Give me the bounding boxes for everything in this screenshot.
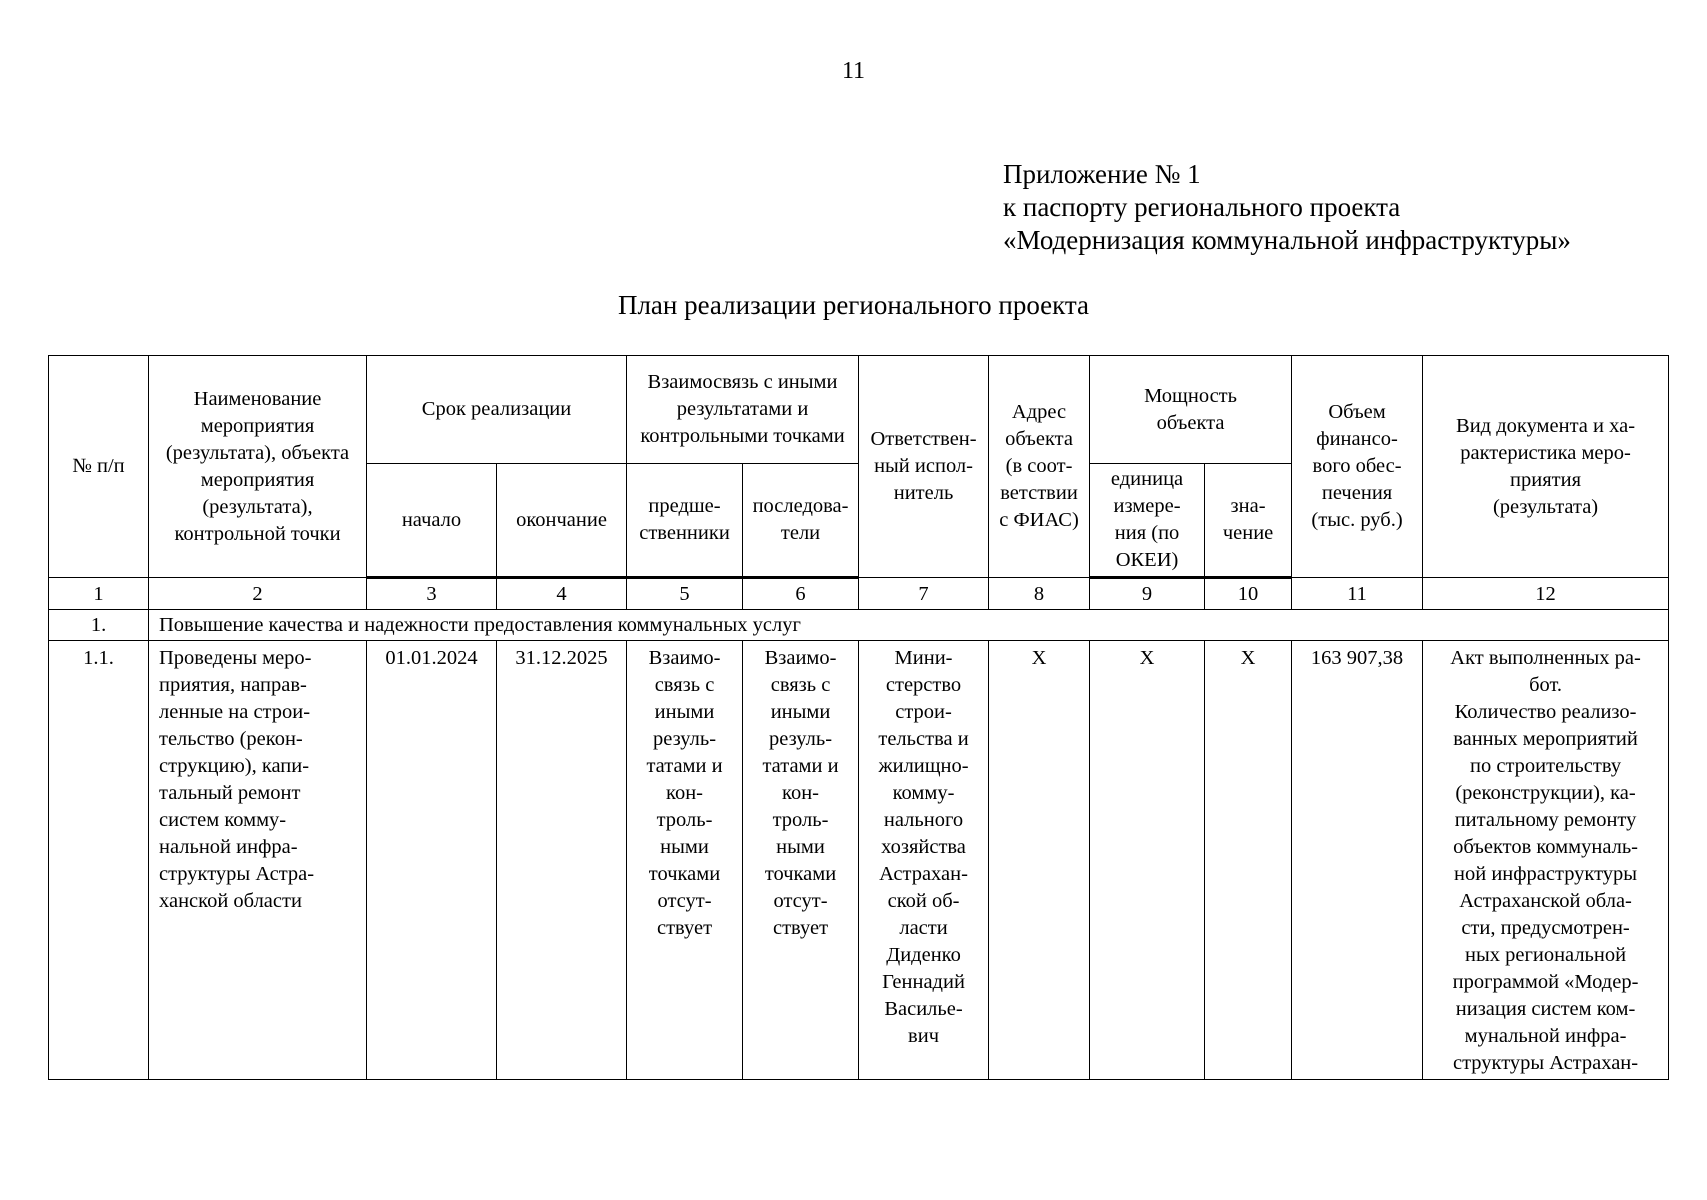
column-number: 10 (1205, 578, 1292, 610)
header-value: зна- чение (1205, 464, 1292, 578)
table-row (49, 641, 1669, 1080)
column-number: 4 (497, 578, 627, 610)
header-address: Адрес объекта (в соот- ветствии с ФИАС) (989, 356, 1090, 578)
header-start: начало (367, 464, 497, 578)
row-doc-type: Акт выполненных ра- бот. Количество реализо- ванных мероприятий по строительству (реконструкции), ка- питальному ремонту объектов коммуналь- ной инфраструктуры Астраханской обла- сти, предусмотрен- ных региональной программой «Модер- низация систем ком- мунальной инфра- структуры Астрахан- (1423, 641, 1669, 1080)
column-number: 8 (989, 578, 1090, 610)
row-predecessors: Взаимо- связь с иными резуль- татами и кон- троль- ными точками отсут- ствует (627, 641, 743, 1080)
section-row (49, 610, 1669, 641)
column-number: 3 (367, 578, 497, 610)
header-funding: Объем финансо- вого обес- печения (тыс. руб.) (1292, 356, 1423, 578)
implementation-plan-table (48, 355, 1669, 1080)
document-title: План реализации регионального проекта (617, 290, 1090, 320)
header-predecessors: предше- ственники (627, 464, 743, 578)
header-capacity: Мощность объекта (1090, 356, 1292, 464)
column-number: 5 (627, 578, 743, 610)
row-successors: Взаимо- связь с иными резуль- татами и кон- троль- ными точками отсут- ствует (743, 641, 859, 1080)
row-address: X (989, 641, 1090, 1080)
row-number: 1.1. (49, 641, 149, 1080)
header-responsible: Ответствен- ный испол- нитель (859, 356, 989, 578)
header-unit: единица измере- ния (по ОКЕИ) (1090, 464, 1205, 578)
header-successors: последова- тели (743, 464, 859, 578)
appendix-line-1: Приложение № 1 (1003, 159, 1201, 189)
section-title: Повышение качества и надежности предоставления коммунальных услуг (149, 610, 1669, 641)
row-start-date: 01.01.2024 (367, 641, 497, 1080)
column-number: 11 (1292, 578, 1423, 610)
page-number: 11 (841, 58, 866, 84)
header-num: № п/п (49, 356, 149, 578)
column-number: 2 (149, 578, 367, 610)
header-doc-type: Вид документа и ха- рактеристика меро- приятия (результата) (1423, 356, 1669, 578)
appendix-line-3: «Модернизация коммунальной инфраструктуры» (1003, 225, 1571, 255)
column-number: 9 (1090, 578, 1205, 610)
row-funding: 163 907,38 (1292, 641, 1423, 1080)
row-responsible: Мини- стерство строи- тельства и жилищно- комму- нального хозяйства Астрахан- ской об- ласти Диденко Геннадий Василье- вич (859, 641, 989, 1080)
appendix-line-2: к паспорту регионального проекта (1003, 192, 1401, 222)
header-period: Срок реализации (367, 356, 627, 464)
column-numbers-row (49, 578, 1669, 610)
row-value: X (1205, 641, 1292, 1080)
column-number: 12 (1423, 578, 1669, 610)
header-end: окончание (497, 464, 627, 578)
row-unit: X (1090, 641, 1205, 1080)
row-end-date: 31.12.2025 (497, 641, 627, 1080)
section-number: 1. (49, 610, 149, 641)
header-name: Наименование мероприятия (результата), объекта мероприятия (результата), контрольной точки (149, 356, 367, 578)
column-number: 1 (49, 578, 149, 610)
table-header-row (49, 356, 1669, 464)
appendix-reference (1003, 158, 1571, 257)
column-number: 7 (859, 578, 989, 610)
column-number: 6 (743, 578, 859, 610)
row-name: Проведены меро- приятия, направ- ленные на строи- тельство (рекон- струкцию), капи- тальный ремонт систем комму- нальной инфра- структуры Астра- ханской области (149, 641, 367, 1080)
header-link: Взаимосвязь с иными результатами и контрольными точками (627, 356, 859, 464)
